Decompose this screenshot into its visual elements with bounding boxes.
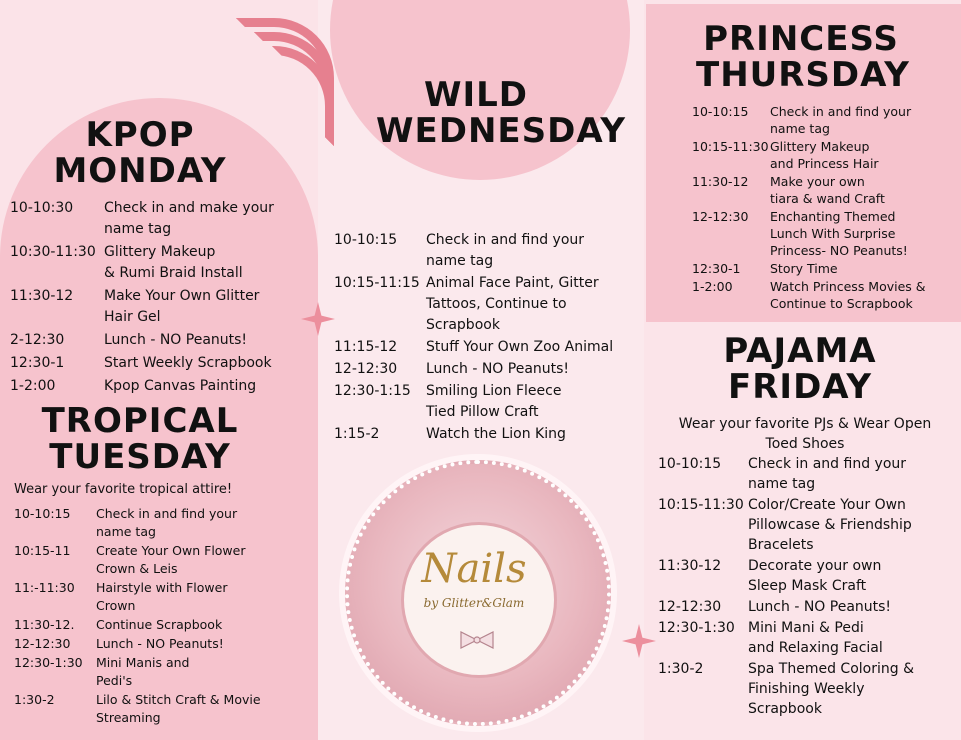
row-activity: Mini Manis and <box>96 655 190 670</box>
row-activity: Create Your Own Flower <box>96 543 246 558</box>
wednesday-title: WILD WEDNESDAY <box>376 75 627 151</box>
row-activity: Start Weekly Scrapbook <box>104 355 272 371</box>
row-activity: Tattoos, Continue to <box>426 296 567 312</box>
row-time: 12:30-1:15 <box>334 383 411 399</box>
row-time: 10:15-11 <box>14 543 71 558</box>
row-time: 11:-11:30 <box>14 580 75 595</box>
row-time: 10:30-11:30 <box>10 244 96 260</box>
row-activity: Make your own <box>770 174 865 189</box>
row-activity: name tag <box>770 121 830 136</box>
row-activity: Check in and find your <box>748 456 907 472</box>
row-time: 11:15-12 <box>334 339 398 355</box>
row-time: 11:30-12 <box>658 558 722 574</box>
row-time: 11:30-12 <box>692 174 749 189</box>
row-activity: Scrapbook <box>748 701 822 717</box>
row-time: 12-12:30 <box>658 599 722 615</box>
row-time: 12:30-1 <box>10 355 65 371</box>
row-time: 10:15-11:30 <box>692 139 769 154</box>
row-activity: Decorate your own <box>748 558 882 574</box>
row-activity: Spa Themed Coloring & <box>748 661 914 677</box>
row-time: 1:30-2 <box>658 661 704 677</box>
friday-dress-note: Wear your favorite PJs & Wear Open Toed Shoes <box>678 416 932 452</box>
logo-brand: Nails <box>421 546 527 592</box>
row-activity: Hair Gel <box>104 309 161 325</box>
row-activity: Check in and find your <box>770 104 912 119</box>
row-activity: Finishing Weekly <box>748 681 865 697</box>
row-time: 10-10:30 <box>10 200 74 216</box>
row-time: 10:15-11:30 <box>658 497 744 513</box>
row-activity: Lunch - NO Peanuts! <box>426 361 570 377</box>
row-activity: Pedi's <box>96 673 133 688</box>
tuesday-dress-note: Wear your favorite tropical attire! <box>14 482 233 497</box>
nails-logo-image <box>345 460 611 726</box>
row-activity: name tag <box>426 253 494 269</box>
row-time: 12:30-1 <box>692 261 741 276</box>
bow-icon <box>457 630 497 650</box>
row-activity: Continue to Scrapbook <box>770 296 913 311</box>
row-activity: name tag <box>96 524 156 539</box>
row-time: 10:15-11:15 <box>334 275 420 291</box>
friday-title: PAJAMA FRIDAY <box>723 331 877 407</box>
row-activity: Streaming <box>96 710 161 725</box>
row-activity: Lilo & Stitch Craft & Movie <box>96 692 261 707</box>
tuesday-title: TROPICAL TUESDAY <box>41 401 239 477</box>
row-time: 12-12:30 <box>14 636 71 651</box>
row-time: 1:30-2 <box>14 692 55 707</box>
row-activity: Pillowcase & Friendship <box>748 517 912 533</box>
row-activity: Stuff Your Own Zoo Animal <box>426 339 614 355</box>
thursday-title: PRINCESS THURSDAY <box>696 19 910 95</box>
row-activity: Story Time <box>770 261 838 276</box>
row-activity: Check in and make your <box>104 200 274 216</box>
row-activity: Crown & Leis <box>96 561 178 576</box>
row-time: 12:30-1:30 <box>658 620 735 636</box>
row-activity: Watch the Lion King <box>426 426 566 442</box>
row-time: 12-12:30 <box>692 209 749 224</box>
row-activity: Scrapbook <box>426 317 500 333</box>
row-activity: Enchanting Themed <box>770 209 896 224</box>
row-time: 10-10:15 <box>334 232 398 248</box>
row-activity: & Rumi Braid Install <box>104 265 243 281</box>
row-time: 11:30-12 <box>10 288 74 304</box>
row-time: 10-10:15 <box>14 506 71 521</box>
row-activity: Color/Create Your Own <box>748 497 906 513</box>
row-activity: Princess- NO Peanuts! <box>770 243 908 258</box>
row-time: 2-12:30 <box>10 332 65 348</box>
row-activity: Lunch - NO Peanuts! <box>104 332 248 348</box>
row-activity: Tied Pillow Craft <box>426 404 539 420</box>
row-activity: Hairstyle with Flower <box>96 580 228 595</box>
row-activity: Lunch With Surprise <box>770 226 896 241</box>
row-activity: Make Your Own Glitter <box>104 288 260 304</box>
row-time: 10-10:15 <box>692 104 749 119</box>
row-activity: Smiling Lion Fleece <box>426 383 562 399</box>
row-activity: tiara & wand Craft <box>770 191 885 206</box>
row-activity: and Princess Hair <box>770 156 879 171</box>
row-activity: Glittery Makeup <box>104 244 216 260</box>
row-activity: and Relaxing Facial <box>748 640 883 656</box>
row-activity: name tag <box>748 476 816 492</box>
row-time: 1-2:00 <box>692 279 733 294</box>
row-time: 12-12:30 <box>334 361 398 377</box>
row-time: 1-2:00 <box>10 378 56 394</box>
row-activity: Sleep Mask Craft <box>748 578 867 594</box>
row-time: 12:30-1:30 <box>14 655 83 670</box>
logo-tagline: by Glitter&Glam <box>423 596 525 610</box>
row-activity: Lunch - NO Peanuts! <box>748 599 892 615</box>
row-activity: Kpop Canvas Painting <box>104 378 257 394</box>
row-activity: name tag <box>104 221 172 237</box>
row-activity: Crown <box>96 598 136 613</box>
row-activity: Watch Princess Movies & <box>770 279 926 294</box>
row-activity: Continue Scrapbook <box>96 617 223 632</box>
row-activity: Bracelets <box>748 537 814 553</box>
row-activity: Check in and find your <box>96 506 238 521</box>
row-activity: Lunch - NO Peanuts! <box>96 636 224 651</box>
row-activity: Mini Mani & Pedi <box>748 620 864 636</box>
row-activity: Animal Face Paint, Gitter <box>426 275 599 291</box>
row-activity: Glittery Makeup <box>770 139 870 154</box>
row-time: 11:30-12. <box>14 617 75 632</box>
row-time: 10-10:15 <box>658 456 722 472</box>
monday-title: KPOP MONDAY <box>53 115 227 191</box>
row-time: 1:15-2 <box>334 426 380 442</box>
row-activity: Check in and find your <box>426 232 585 248</box>
